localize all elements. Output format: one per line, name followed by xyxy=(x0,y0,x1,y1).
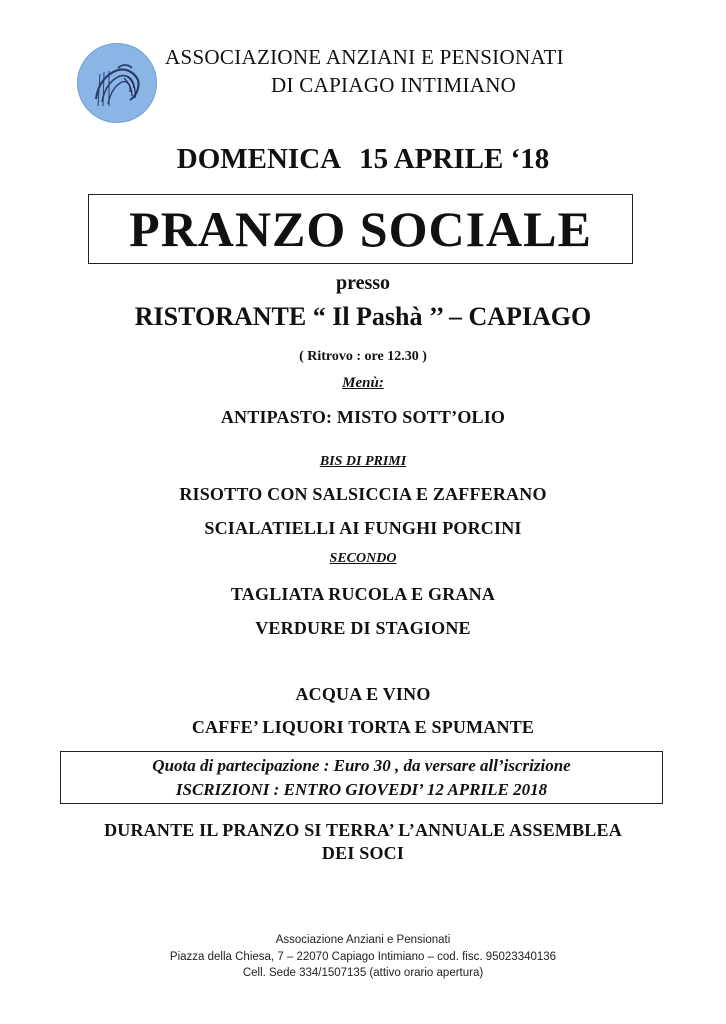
secondo-item-2: VERDURE DI STAGIONE xyxy=(255,618,471,638)
assembly-line1: DURANTE IL PRANZO SI TERRA’ L’ANNUALE ASSEMBLEA xyxy=(104,820,622,840)
antipasto-item: ANTIPASTO: MISTO SOTT’OLIO xyxy=(220,407,506,427)
footer-phone: Cell. Sede 334/1507135 (attivo orario apertura) xyxy=(242,967,484,979)
primo-item-2: SCIALATIELLI AI FUNGHI PORCINI xyxy=(204,518,522,538)
primi-heading: BIS DI PRIMI xyxy=(319,454,407,469)
event-date-rest: 15 APRILE ‘18 xyxy=(359,143,550,175)
assembly-line2: DEI SOCI xyxy=(321,843,405,863)
event-date-day: DOMENICA xyxy=(176,143,342,175)
dessert-item: CAFFE’ LIQUORI TORTA E SPUMANTE xyxy=(191,717,535,737)
event-title: PRANZO SOCIALE xyxy=(88,194,633,264)
iscrizioni-text: ISCRIZIONI : ENTRO GIOVEDI’ 12 APRILE 2018 xyxy=(175,780,548,799)
association-logo-icon xyxy=(77,43,157,123)
primo-item-1: RISOTTO CON SALSICCIA E ZAFFERANO xyxy=(179,484,547,504)
footer-org: Associazione Anziani e Pensionati xyxy=(275,934,451,946)
footer-address: Piazza della Chiesa, 7 – 22070 Capiago Intimiano – cod. fisc. 95023340136 xyxy=(169,951,557,963)
secondo-heading: SECONDO xyxy=(329,551,397,566)
menu-heading: Menù: xyxy=(342,375,384,391)
event-date xyxy=(0,143,726,176)
meeting-time: ( Ritrovo : ore 12.30 ) xyxy=(299,349,427,364)
quota-text: Quota di partecipazione : Euro 30 , da versare all’iscrizione xyxy=(152,756,571,775)
registration-info-box xyxy=(60,751,663,804)
drinks-item: ACQUA E VINO xyxy=(295,684,431,704)
org-name-line1: ASSOCIAZIONE ANZIANI E PENSIONATI xyxy=(165,45,564,69)
restaurant-name: RISTORANTE “ Il Pashà ’’ – CAPIAGO xyxy=(134,302,592,331)
presso-label: presso xyxy=(335,272,391,294)
secondo-item-1: TAGLIATA RUCOLA E GRANA xyxy=(230,584,496,604)
org-name-line2: DI CAPIAGO INTIMIANO xyxy=(271,73,517,97)
